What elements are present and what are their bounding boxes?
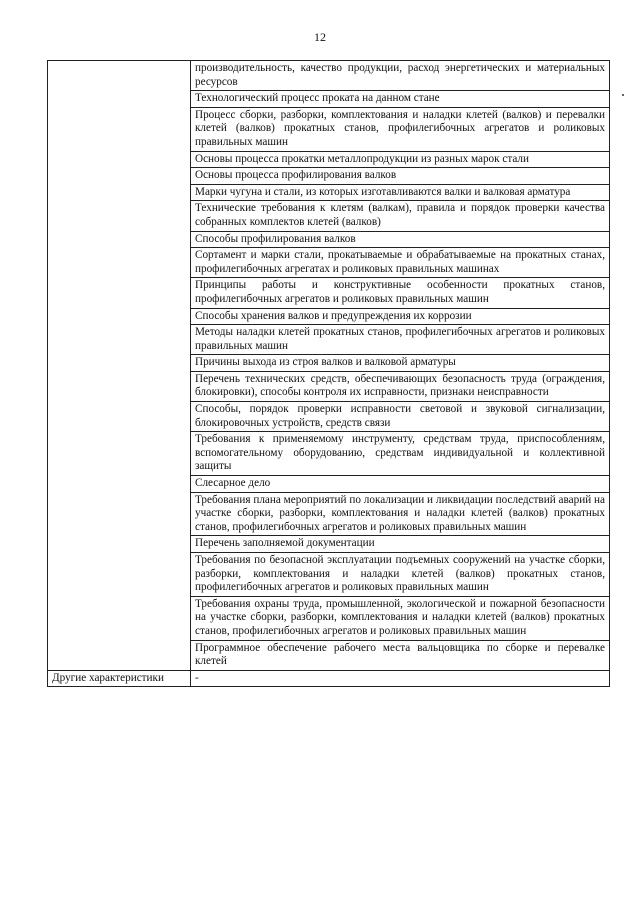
knowledge-item: Способы, порядок проверки исправности световой и звуковой сигнализации, блокировочных устройств, средств связи xyxy=(191,402,610,432)
stray-dot xyxy=(622,94,624,96)
knowledge-item: Технологический процесс проката на данном стане xyxy=(191,91,610,108)
knowledge-item: Способы профилирования валков xyxy=(191,231,610,248)
knowledge-item: Принципы работы и конструктивные особенности прокатных станов, профилегибочных агрегатов и роликовых правильных машин xyxy=(191,278,610,308)
knowledge-item: Сортамент и марки стали, прокатываемые и обрабатываемые на прокатных станах, профилегибочных агрегатах и роликовых правильных машинах xyxy=(191,248,610,278)
knowledge-item: Причины выхода из строя валков и валковой арматуры xyxy=(191,355,610,372)
page-number: 12 xyxy=(314,30,326,44)
table-row xyxy=(48,61,610,91)
knowledge-item: Основы процесса прокатки металлопродукции из разных марок стали xyxy=(191,151,610,168)
knowledge-item: Марки чугуна и стали, из которых изготавливаются валки и валковая арматура xyxy=(191,184,610,201)
knowledge-item: Процесс сборки, разборки, комплектования и наладки клетей (валков) и перевалки клетей (валков) прокатных станов, профилегибочных агрегатов и роликовых правильных машин xyxy=(191,107,610,151)
knowledge-item: Требования к применяемому инструменту, средствам труда, приспособлениям, вспомогательному оборудованию, средствам индивидуальной и коллективной защиты xyxy=(191,432,610,476)
other-characteristics-label: Другие характеристики xyxy=(48,670,191,687)
knowledge-item: Способы хранения валков и предупреждения их коррозии xyxy=(191,308,610,325)
knowledge-item: Основы процесса профилирования валков xyxy=(191,168,610,185)
knowledge-item: Методы наладки клетей прокатных станов, профилегибочных агрегатов и роликовых правильных машин xyxy=(191,325,610,355)
other-characteristics-value: - xyxy=(191,670,610,687)
knowledge-item: Перечень заполняемой документации xyxy=(191,536,610,553)
knowledge-item: Перечень технических средств, обеспечивающих безопасность труда (ограждения, блокировки), способы контроля их исправности, признаки неисправности xyxy=(191,371,610,401)
left-column-cell xyxy=(48,61,191,671)
knowledge-item: Слесарное дело xyxy=(191,476,610,493)
knowledge-item: Технические требования к клетям (валкам), правила и порядок проверки качества собранных комплектов клетей (валков) xyxy=(191,201,610,231)
knowledge-item: Требования плана мероприятий по локализации и ликвидации последствий аварий на участке сборки, разборки, комплектования и наладки клетей (валков) прокатных станов, профилегибочных агрегатов и роликовых правильных машин xyxy=(191,492,610,536)
knowledge-item: производительность, качество продукции, расход энергетических и материальных ресурсов xyxy=(191,61,610,91)
table-row-other xyxy=(48,670,610,687)
requirements-table xyxy=(47,60,610,687)
knowledge-item: Требования охраны труда, промышленной, экологической и пожарной безопасности на участке сборки, разборки, комплектования и наладки клетей (валков) прокатных станов, профилегибочных агрегатов и роликовых правильных машин xyxy=(191,596,610,640)
knowledge-item: Требования по безопасной эксплуатации подъемных сооружений на участке сборки, разборки, комплектования и наладки клетей (валков) прокатных станов, профилегибочных агрегатов и роликовых правильных машин xyxy=(191,553,610,597)
knowledge-item: Программное обеспечение рабочего места вальцовщика по сборке и перевалке клетей xyxy=(191,640,610,670)
